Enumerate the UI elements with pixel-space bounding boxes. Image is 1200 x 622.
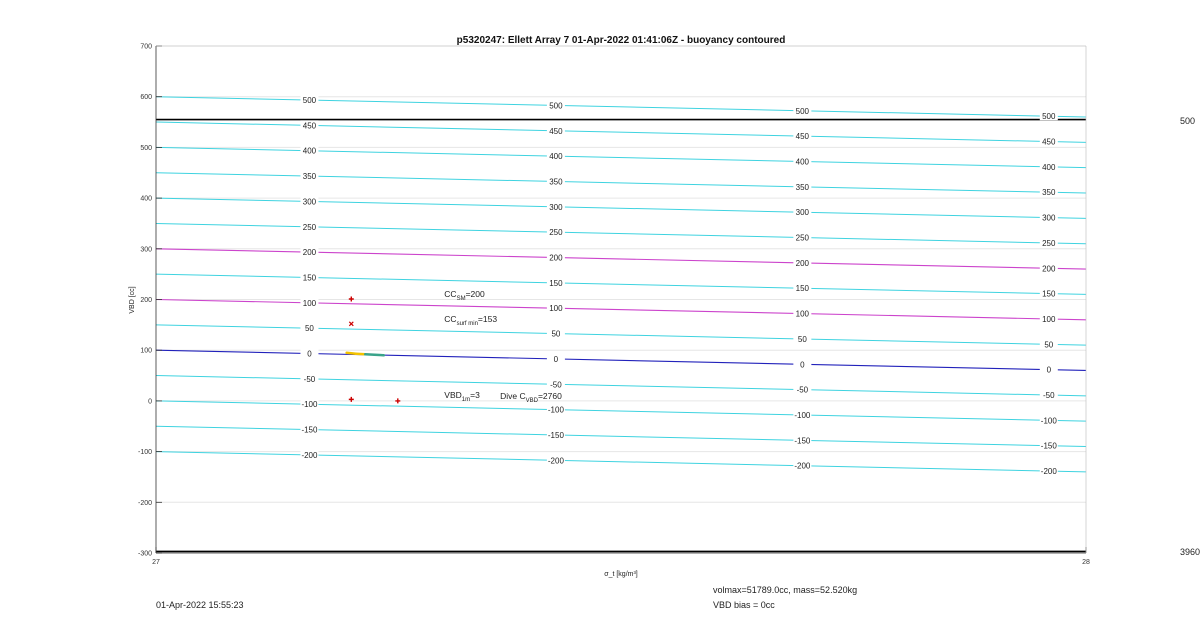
hline-label-top: 500 bbox=[1180, 116, 1196, 126]
contour-label: 400 bbox=[795, 157, 810, 167]
contour-label: 400 bbox=[549, 152, 563, 162]
contour-label: 450 bbox=[1042, 137, 1056, 147]
contour-label: 300 bbox=[795, 208, 810, 218]
y-tick-label: 300 bbox=[140, 246, 152, 254]
annotation-text: CC bbox=[444, 313, 457, 324]
contour-label: 50 bbox=[304, 324, 314, 334]
data-trace-segment bbox=[347, 353, 356, 354]
chart-title: p5320247: Ellett Array 7 01-Apr-2022 01:41:06Z - buoyancy contoured bbox=[456, 35, 786, 46]
contour-label: 500 bbox=[795, 106, 810, 116]
annotation-text: VBD bbox=[444, 389, 462, 400]
contour-label: 300 bbox=[302, 197, 317, 207]
contour-label: 300 bbox=[1042, 213, 1056, 223]
contour-label: 350 bbox=[795, 182, 810, 192]
y-tick-label: -300 bbox=[137, 550, 152, 558]
contour-label: 100 bbox=[1042, 314, 1056, 324]
contour-label: 350 bbox=[302, 172, 317, 182]
contour-label: -50 bbox=[796, 385, 809, 395]
contour-label: 350 bbox=[549, 177, 563, 187]
y-tick-label: 100 bbox=[140, 347, 152, 355]
contour-label: 500 bbox=[1042, 112, 1056, 122]
contour-label: 0 bbox=[553, 354, 559, 364]
contour-label: 50 bbox=[1044, 340, 1054, 350]
contour-label: 200 bbox=[1042, 264, 1056, 274]
y-tick-label: -200 bbox=[137, 499, 152, 507]
contour-label: 250 bbox=[795, 233, 810, 243]
y-tick-label: -100 bbox=[137, 449, 152, 457]
footer-volmax: volmax=51789.0cc, mass=52.520kg bbox=[713, 585, 858, 595]
contour-label: 450 bbox=[549, 126, 563, 136]
contour-label: 300 bbox=[549, 202, 563, 212]
footer-vbd-bias: VBD bias = 0cc bbox=[713, 600, 775, 610]
contour-label: 0 bbox=[307, 349, 312, 359]
contour-label: 450 bbox=[795, 132, 810, 142]
contour-label: 150 bbox=[1042, 289, 1056, 299]
contour-label: 0 bbox=[800, 360, 805, 370]
hline-label-bottom: 3960 bbox=[1180, 547, 1200, 557]
contour-label: -200 bbox=[547, 456, 564, 466]
contour-label: -50 bbox=[1043, 391, 1055, 401]
contour-label: -100 bbox=[301, 400, 318, 410]
contour-label: 200 bbox=[549, 253, 563, 263]
contour-label: -200 bbox=[301, 450, 318, 460]
contour-label: -100 bbox=[547, 405, 564, 415]
contour-label: 250 bbox=[549, 228, 563, 238]
x-tick-label: 27 bbox=[152, 559, 160, 566]
y-tick-label: 600 bbox=[140, 94, 152, 102]
contour-label: 450 bbox=[302, 121, 317, 131]
annotation-subscript: SM bbox=[456, 295, 466, 302]
contour-label: -50 bbox=[550, 380, 562, 390]
annotation-text: CC bbox=[444, 288, 457, 299]
contour-label: 100 bbox=[302, 298, 317, 308]
contour-label: -150 bbox=[794, 436, 811, 446]
contour-label: 350 bbox=[1042, 188, 1056, 198]
data-trace-segment bbox=[356, 354, 365, 355]
footer-date: 01-Apr-2022 15:55:23 bbox=[156, 600, 244, 610]
y-tick-label: 400 bbox=[140, 195, 152, 203]
contour-label: 500 bbox=[549, 101, 563, 111]
y-tick-label: 0 bbox=[148, 398, 152, 406]
contour-label: -100 bbox=[794, 410, 811, 420]
y-axis-label: VBD [cc] bbox=[129, 286, 136, 314]
contour-label: 50 bbox=[797, 334, 807, 344]
contour-label: 250 bbox=[302, 222, 317, 232]
contour-label: -50 bbox=[303, 374, 316, 384]
contour-label: 250 bbox=[1042, 238, 1056, 248]
contour-label: 150 bbox=[795, 284, 810, 294]
data-trace-segment bbox=[365, 354, 374, 355]
contour-label: 50 bbox=[551, 329, 561, 339]
contour-label: -150 bbox=[1040, 441, 1057, 451]
x-tick-label: 28 bbox=[1082, 559, 1090, 566]
annotation-subscript: VBD bbox=[525, 397, 538, 404]
contour-label: 0 bbox=[1046, 365, 1052, 375]
annotation-text: Dive C bbox=[500, 390, 526, 401]
x-axis-label: σ_t [kg/m³] bbox=[604, 571, 638, 578]
contour-label: -100 bbox=[1040, 416, 1057, 426]
annotation-subscript: surf min bbox=[456, 320, 478, 327]
contour-label: 100 bbox=[795, 309, 810, 319]
annotation-subscript: 1m bbox=[461, 396, 471, 403]
contour-label: 500 bbox=[302, 96, 317, 106]
annotation-value: =153 bbox=[477, 313, 498, 324]
annotation-value: =2760 bbox=[537, 390, 562, 401]
contour-label: -150 bbox=[547, 430, 564, 440]
y-tick-label: 700 bbox=[140, 43, 152, 51]
contour-label: 200 bbox=[302, 248, 317, 258]
contour-label: -200 bbox=[794, 461, 811, 471]
annotation-value: =200 bbox=[465, 288, 485, 299]
contour-label: -150 bbox=[301, 425, 318, 435]
contour-label: -200 bbox=[1040, 467, 1057, 477]
contour-label: 100 bbox=[549, 304, 563, 314]
contour-label: 400 bbox=[1042, 162, 1056, 172]
y-tick-label: 200 bbox=[140, 297, 152, 304]
y-tick-label: 500 bbox=[140, 144, 152, 152]
contour-label: 400 bbox=[302, 146, 317, 156]
annotation-value: =3 bbox=[470, 389, 480, 400]
contour-label: 200 bbox=[795, 258, 810, 268]
contour-label: 150 bbox=[549, 278, 563, 288]
data-trace-segment bbox=[375, 355, 384, 356]
contour-label: 150 bbox=[302, 273, 317, 283]
